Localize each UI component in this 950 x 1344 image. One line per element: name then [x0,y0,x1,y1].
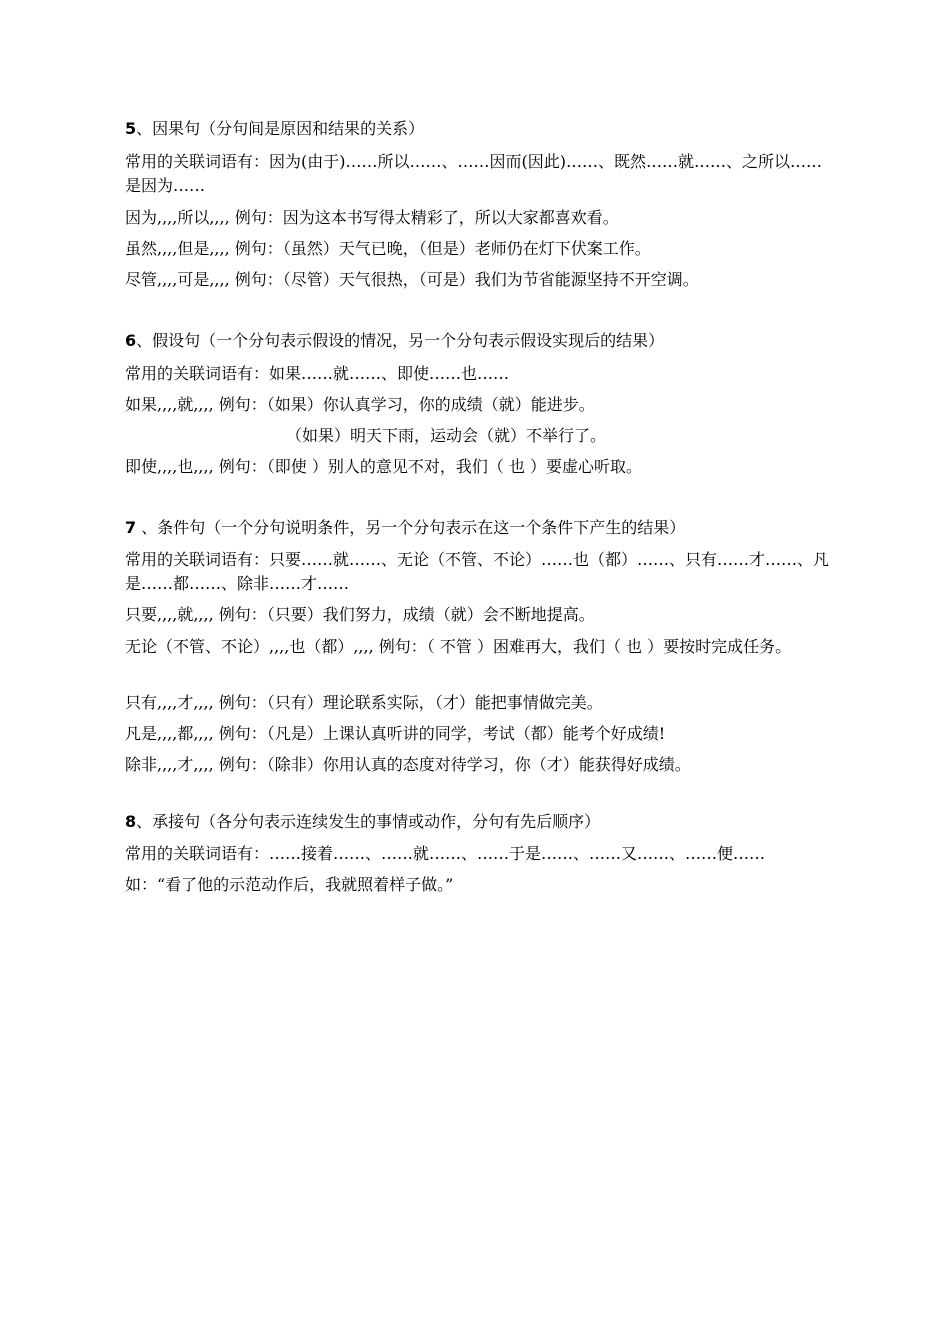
section-7-example-3: 只有,,,,才,,,, 例句：（只有）理论联系实际，（才）能把事情做完美。 [125,693,603,712]
section-title: 、条件句（一个分句说明条件，另一个分句表示在这一个条件下产生的结果） [136,518,686,537]
section-7-example-4: 凡是,,,,都,,,, 例句：（凡是）上课认真听讲的同学，考试（都）能考个好成绩! [125,724,666,743]
section-7-common-words: 常用的关联词语有：只要……就……、无论（不管、不论）……也（都）……、只有……才……、凡是……都……、除非……才…… [125,550,830,593]
section-5-heading [125,118,424,140]
section-5-example-3: 尽管,,,,可是,,,, 例句：（尽管）天气很热，（可是）我们为节省能源坚持不开空调。 [125,270,699,289]
section-title: 、假设句（一个分句表示假设的情况，另一个分句表示假设实现后的结果） [136,331,665,350]
section-title: 、因果句（分句间是原因和结果的关系） [136,119,425,138]
section-5-common-words: 常用的关联词语有：因为(由于)……所以……、……因而(因此)……、既然……就……、之所以……是因为…… [125,152,822,195]
section-number: 8 [125,812,137,831]
section-number: 5 [125,119,137,138]
section-6-example-2: （如果）明天下雨，运动会（就）不举行了。 [286,426,607,445]
section-5-example-2: 虽然,,,,但是,,,, 例句：（虽然）天气已晚，（但是）老师仍在灯下伏案工作。 [125,239,651,258]
section-6-example-3: 即使,,,,也,,,, 例句：（即使 ）别人的意见不对，我们（ 也 ）要虚心听取。 [125,457,643,476]
section-7-heading [125,517,685,539]
section-7-example-1: 只要,,,,就,,,, 例句：（只要）我们努力，成绩（就）会不断地提高。 [125,605,595,624]
section-7-example-5: 除非,,,,才,,,, 例句：（除非）你用认真的态度对待学习，你（才）能获得好成绩。 [125,755,691,774]
section-6-example-1: 如果,,,,就,,,, 例句：（如果）你认真学习，你的成绩（就）能进步。 [125,395,595,414]
section-8-common-words: 常用的关联词语有：……接着……、……就……、……于是……、……又……、……便…… [125,844,766,863]
section-8-heading [125,811,600,833]
section-8-example-1: 如：“看了他的示范动作后，我就照着样子做。” [125,875,454,894]
section-title: 、承接句（各分句表示连续发生的事情或动作，分句有先后顺序） [136,812,601,831]
section-6-heading [125,330,664,352]
section-6-common-words: 常用的关联词语有：如果……就……、即使……也…… [125,364,510,383]
section-7-example-2: 无论（不管、不论）,,,,也（都）,,,, 例句：（ 不管 ）困难再大，我们（ 也 ）要按时完成任务。 [125,637,792,656]
section-number: 7 [125,518,137,537]
section-5-example-1: 因为,,,,所以,,,, 例句：因为这本书写得太精彩了，所以大家都喜欢看。 [125,208,619,227]
section-number: 6 [125,331,137,350]
